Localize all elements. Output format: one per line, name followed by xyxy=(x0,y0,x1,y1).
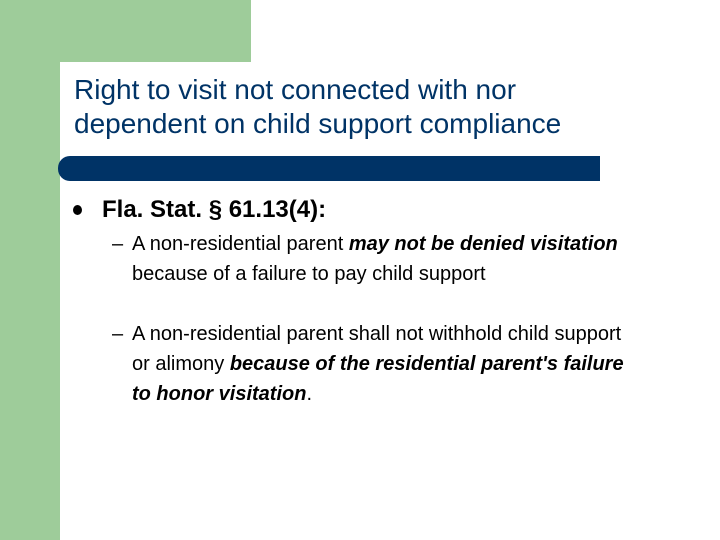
subbullet-item xyxy=(112,319,642,409)
subbullet-text-plain: A non-residential parent shall not withhold child support or alimony xyxy=(132,323,622,375)
subbullet-text-plain: A non-residential parent xyxy=(132,233,349,255)
subbullet-text-emphasis: may not be denied visitation xyxy=(348,233,618,255)
subbullet-text-plain-end: . xyxy=(306,383,312,405)
bullet-marker xyxy=(73,197,86,223)
green-top-band xyxy=(60,0,251,62)
subbullet-text xyxy=(132,229,642,289)
slide-title-line-2: dependent on child support compliance xyxy=(74,108,562,139)
green-side-band xyxy=(0,0,60,540)
bullet-statute-citation: Fla. Stat. § 61.13(4): xyxy=(102,196,327,223)
title-divider-bar xyxy=(58,156,600,181)
subbullet-text-emphasis: because of the residential parent's failure to honor visitation xyxy=(132,353,624,405)
subbullet-text xyxy=(132,319,642,409)
slide-title xyxy=(74,73,704,141)
bullet-dot-icon xyxy=(73,205,82,215)
subbullet-text-plain-end: because of a failure to pay child support xyxy=(132,263,486,285)
subbullet-item xyxy=(112,229,642,289)
dash-icon: – xyxy=(112,323,124,345)
slide-title-line-1: Right to visit not connected with nor xyxy=(74,74,517,105)
dash-icon: – xyxy=(112,233,124,255)
